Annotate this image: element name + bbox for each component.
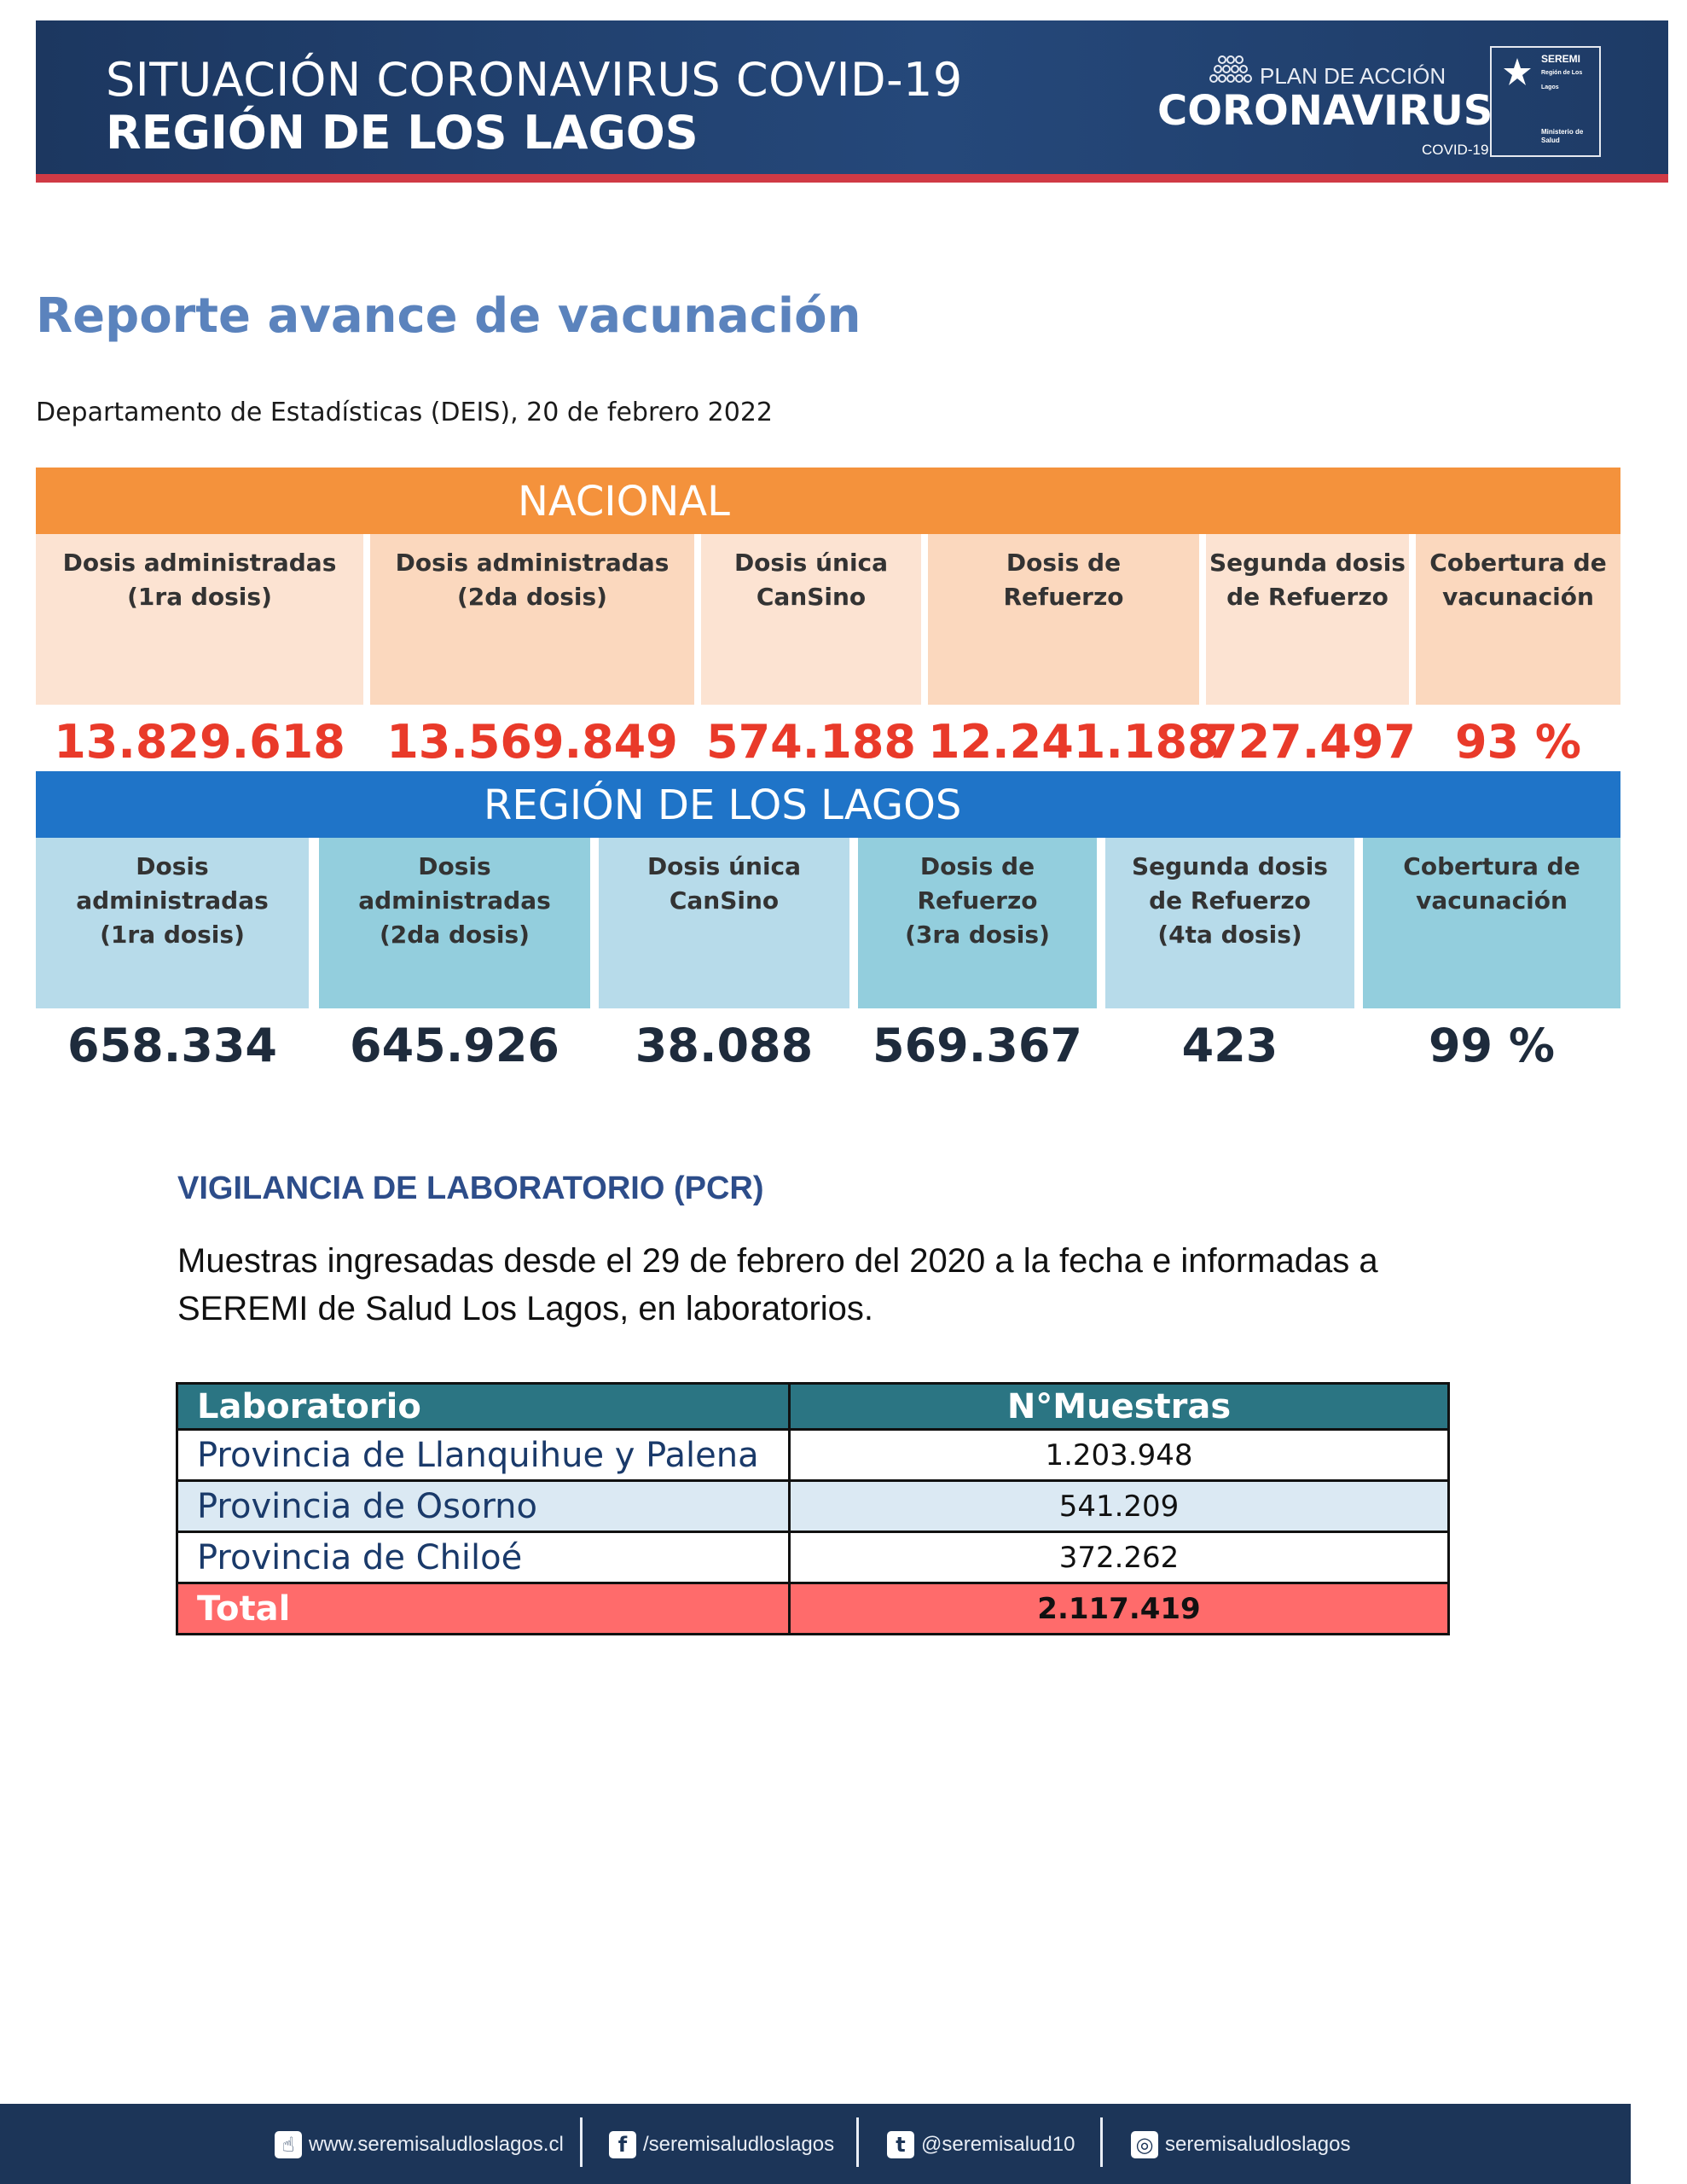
region-cell — [1363, 838, 1620, 1072]
sample-count: 1.203.948 — [790, 1430, 1449, 1481]
nacional-cell-label: Cobertura de vacunación — [1429, 549, 1607, 611]
table-row — [177, 1481, 1449, 1532]
seremi-logo — [1490, 46, 1601, 157]
plan-label: PLAN DE ACCIÓN — [1260, 63, 1446, 89]
table-header-row — [177, 1384, 1449, 1430]
footer-instagram: seremisaludloslagos — [1165, 2133, 1351, 2156]
footer-bar — [0, 2104, 1631, 2184]
footer-divider — [856, 2117, 859, 2167]
nacional-cell-value: 13.569.849 — [386, 715, 678, 769]
region-cell-label: Segunda dosis de Refuerzo (4ta dosis) — [1132, 852, 1328, 949]
region-cell-value: 423 — [1181, 1019, 1278, 1072]
footer-twitter-link[interactable] — [887, 2131, 1075, 2158]
nacional-cell-value: 13.829.618 — [54, 715, 345, 769]
nacional-cell — [36, 534, 363, 769]
nacional-cell-value: 727.497 — [1206, 715, 1416, 769]
table-row — [177, 1532, 1449, 1583]
region-heading: REGIÓN DE LOS LAGOS — [484, 781, 962, 829]
seremi-brand — [1541, 53, 1599, 94]
region-cell — [599, 838, 849, 1072]
seremi-brand-text: SEREMI — [1541, 53, 1581, 65]
footer-instagram-link[interactable] — [1131, 2131, 1350, 2158]
plan-sub: COVID-19 — [1422, 142, 1489, 158]
footer-facebook: /seremisaludloslagos — [643, 2133, 835, 2156]
region-cell-label: Cobertura de vacunación — [1403, 852, 1580, 915]
region-cell-label: Dosis única CanSino — [646, 852, 802, 915]
dots-emblem-icon — [1207, 53, 1258, 87]
nacional-cell — [928, 534, 1220, 769]
report-source: Departamento de Estadísticas (DEIS), 20 de febrero 2022 — [36, 398, 774, 427]
seremi-region-text: Región de Los Lagos — [1541, 70, 1583, 90]
nacional-cell-label: Segunda dosis de Refuerzo — [1209, 549, 1406, 611]
nacional-cell — [1206, 534, 1416, 769]
region-cell — [1105, 838, 1354, 1072]
nacional-cell-value: 574.188 — [706, 715, 916, 769]
footer-website: www.seremisaludloslagos.cl — [309, 2133, 564, 2156]
region-cell-label: Dosis de Refuerzo (3ra dosis) — [905, 852, 1050, 949]
plan-name: CORONAVIRUS — [1157, 87, 1493, 135]
nacional-cell-label: Dosis única CanSino — [733, 549, 889, 611]
region-cell-value: 38.088 — [635, 1019, 814, 1072]
footer-divider — [1100, 2117, 1103, 2167]
nacional-heading: NACIONAL — [518, 478, 730, 526]
region-cell — [319, 838, 590, 1072]
facebook-icon: f — [609, 2131, 636, 2158]
total-count: 2.117.419 — [790, 1583, 1449, 1635]
lab-name: Provincia de Osorno — [177, 1481, 790, 1532]
column-header-muestras: N°Muestras — [790, 1384, 1449, 1430]
plan-accion-logo — [1157, 46, 1499, 166]
footer-twitter: @seremisalud10 — [921, 2133, 1075, 2156]
footer-website-link[interactable] — [275, 2131, 564, 2158]
nacional-heading-bar — [36, 468, 1620, 534]
header-title-line1: SITUACIÓN CORONAVIRUS COVID-19 — [106, 53, 963, 107]
nacional-cell — [1416, 534, 1620, 769]
nacional-cell — [701, 534, 921, 769]
pcr-table — [176, 1382, 1450, 1635]
region-cell-value: 569.367 — [872, 1019, 1082, 1072]
region-cell-value: 645.926 — [350, 1019, 559, 1072]
lab-name: Provincia de Chiloé — [177, 1532, 790, 1583]
nacional-cell-label: Dosis administradas (2da dosis) — [395, 549, 670, 611]
nacional-cell-label: Dosis administradas (1ra dosis) — [62, 549, 337, 611]
footer-divider — [580, 2117, 583, 2167]
region-cell-label: Dosis administradas (2da dosis) — [358, 852, 551, 949]
region-cell — [36, 838, 309, 1072]
region-cell-label: Dosis administradas (1ra dosis) — [76, 852, 269, 949]
nacional-cell-value: 12.241.188 — [928, 715, 1220, 769]
pcr-title: VIGILANCIA DE LABORATORIO (PCR) — [177, 1170, 764, 1206]
region-cell-value: 99 % — [1428, 1019, 1556, 1072]
table-row — [177, 1430, 1449, 1481]
seremi-ministry: Ministerio de Salud — [1541, 128, 1584, 144]
report-title: Reporte avance de vacunación — [36, 288, 861, 344]
pcr-description: Muestras ingresadas desde el 29 de febrero del 2020 a la fecha e informadas a SEREMI de Salud Los Lagos, en laboratorios. — [177, 1242, 1378, 1327]
total-label: Total — [177, 1583, 790, 1635]
region-cell — [858, 838, 1097, 1072]
lab-name: Provincia de Llanquihue y Palena — [177, 1430, 790, 1481]
chile-crest-icon — [1499, 55, 1536, 92]
sample-count: 372.262 — [790, 1532, 1449, 1583]
header-banner — [36, 20, 1668, 183]
twitter-icon: t — [887, 2131, 914, 2158]
footer-facebook-link[interactable] — [609, 2131, 834, 2158]
nacional-cell-label: Dosis de Refuerzo — [1003, 549, 1124, 611]
table-total-row — [177, 1583, 1449, 1635]
column-header-laboratorio: Laboratorio — [177, 1384, 790, 1430]
instagram-icon: ◎ — [1131, 2131, 1158, 2158]
hand-pointer-icon: ☝ — [275, 2131, 302, 2158]
nacional-cell — [370, 534, 694, 769]
sample-count: 541.209 — [790, 1481, 1449, 1532]
nacional-cell-value: 93 % — [1454, 715, 1582, 769]
region-cell-value: 658.334 — [67, 1019, 277, 1072]
header-title-line2: REGIÓN DE LOS LAGOS — [106, 106, 699, 160]
region-heading-bar — [36, 771, 1620, 838]
